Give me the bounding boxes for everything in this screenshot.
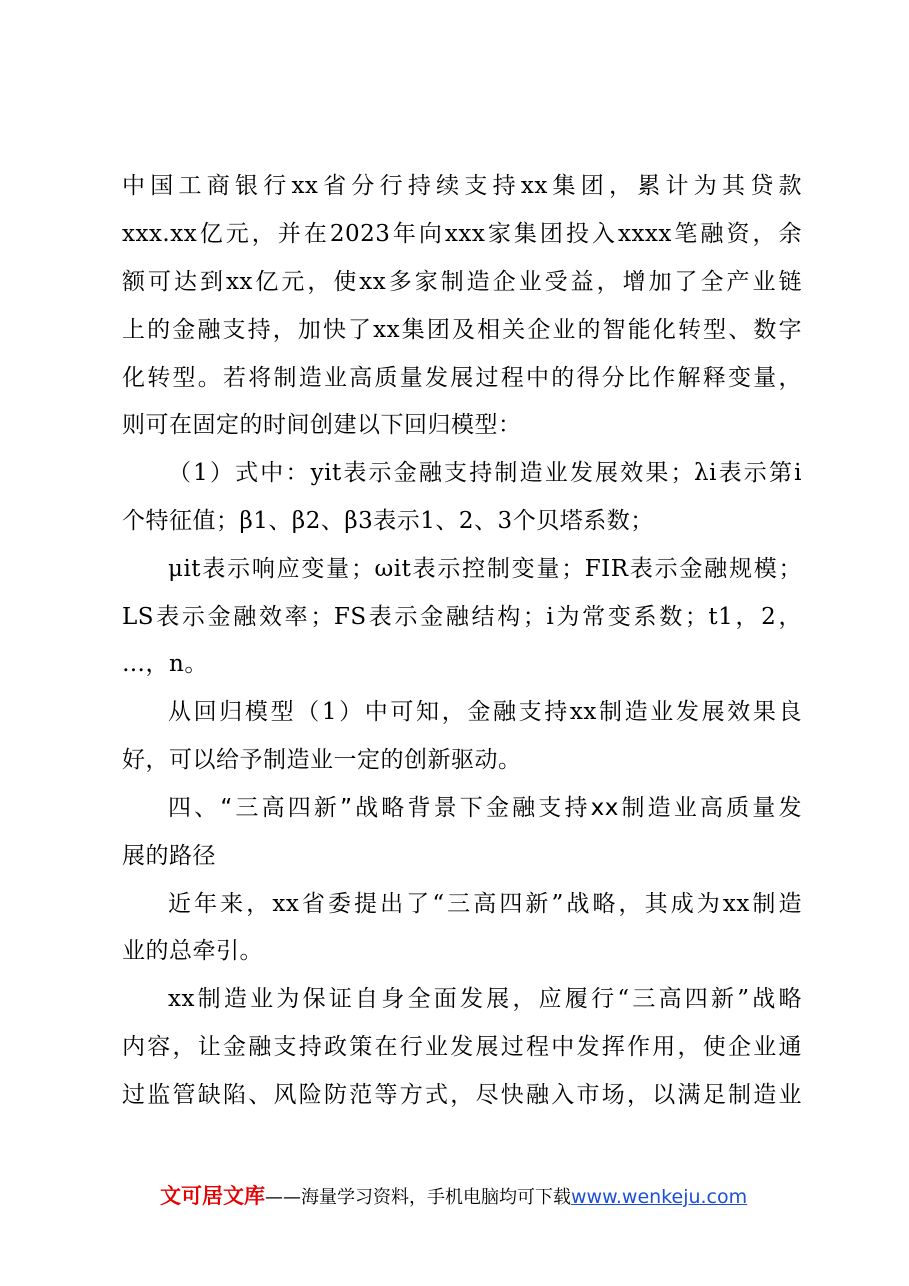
footer-slogan: ——海量学习资料，手机电脑均可下载 [265,1187,571,1208]
body-text-line: 化转型。若将制造业高质量发展过程中的得分比作解释变量， [122,365,802,391]
section-heading: 展的路径 [122,843,216,869]
body-text-line: 中国工商银行xx省分行持续支持xx集团，累计为其贷款 [122,173,802,199]
section-heading: 四、“三高四新”战略背景下金融支持xx制造业高质量发 [168,795,802,821]
body-text-line: 好，可以给予制造业一定的创新驱动。 [122,747,522,773]
body-text-line: 个特征值；β1、β2、β3表示1、2、3个贝塔系数； [122,508,654,534]
body-text-line: 额可达到xx亿元，使xx多家制造企业受益，增加了全产业链 [122,269,802,295]
body-text-line: 则可在固定的时间创建以下回归模型： [122,412,522,438]
body-text-line: xxx.xx亿元，并在2023年向xxx家集团投入xxxx笔融资，余 [122,221,802,247]
body-text-line: …，n。 [122,651,208,677]
body-text-line: 近年来，xx省委提出了“三高四新”战略，其成为xx制造 [168,891,802,917]
body-text-line: 从回归模型（1）中可知，金融支持xx制造业发展效果良 [168,699,802,725]
body-text-line: 内容，让金融支持政策在行业发展过程中发挥作用，使企业通 [122,1034,802,1060]
body-text-line: LS表示金融效率；FS表示金融结构；i为常变系数；t1，2， [122,604,802,630]
body-text-line: 业的总牵引。 [122,938,263,964]
body-text-line: 过监管缺陷、风险防范等方式，尽快融入市场，以满足制造业 [122,1082,802,1108]
body-text-line: 上的金融支持，加快了xx集团及相关企业的智能化转型、数字 [122,317,802,343]
body-text-line: xx制造业为保证自身全面发展，应履行“三高四新”战略 [168,986,802,1012]
body-text-line: μit表示响应变量；ωit表示控制变量；FIR表示金融规模； [168,556,802,582]
footer-brand: 文可居文库 [160,1184,265,1208]
body-text-line: （1）式中：yit表示金融支持制造业发展效果；λi表示第i [168,460,802,486]
footer-link[interactable]: www.wenkeju.com [571,1186,748,1208]
footer-banner [160,1183,747,1211]
